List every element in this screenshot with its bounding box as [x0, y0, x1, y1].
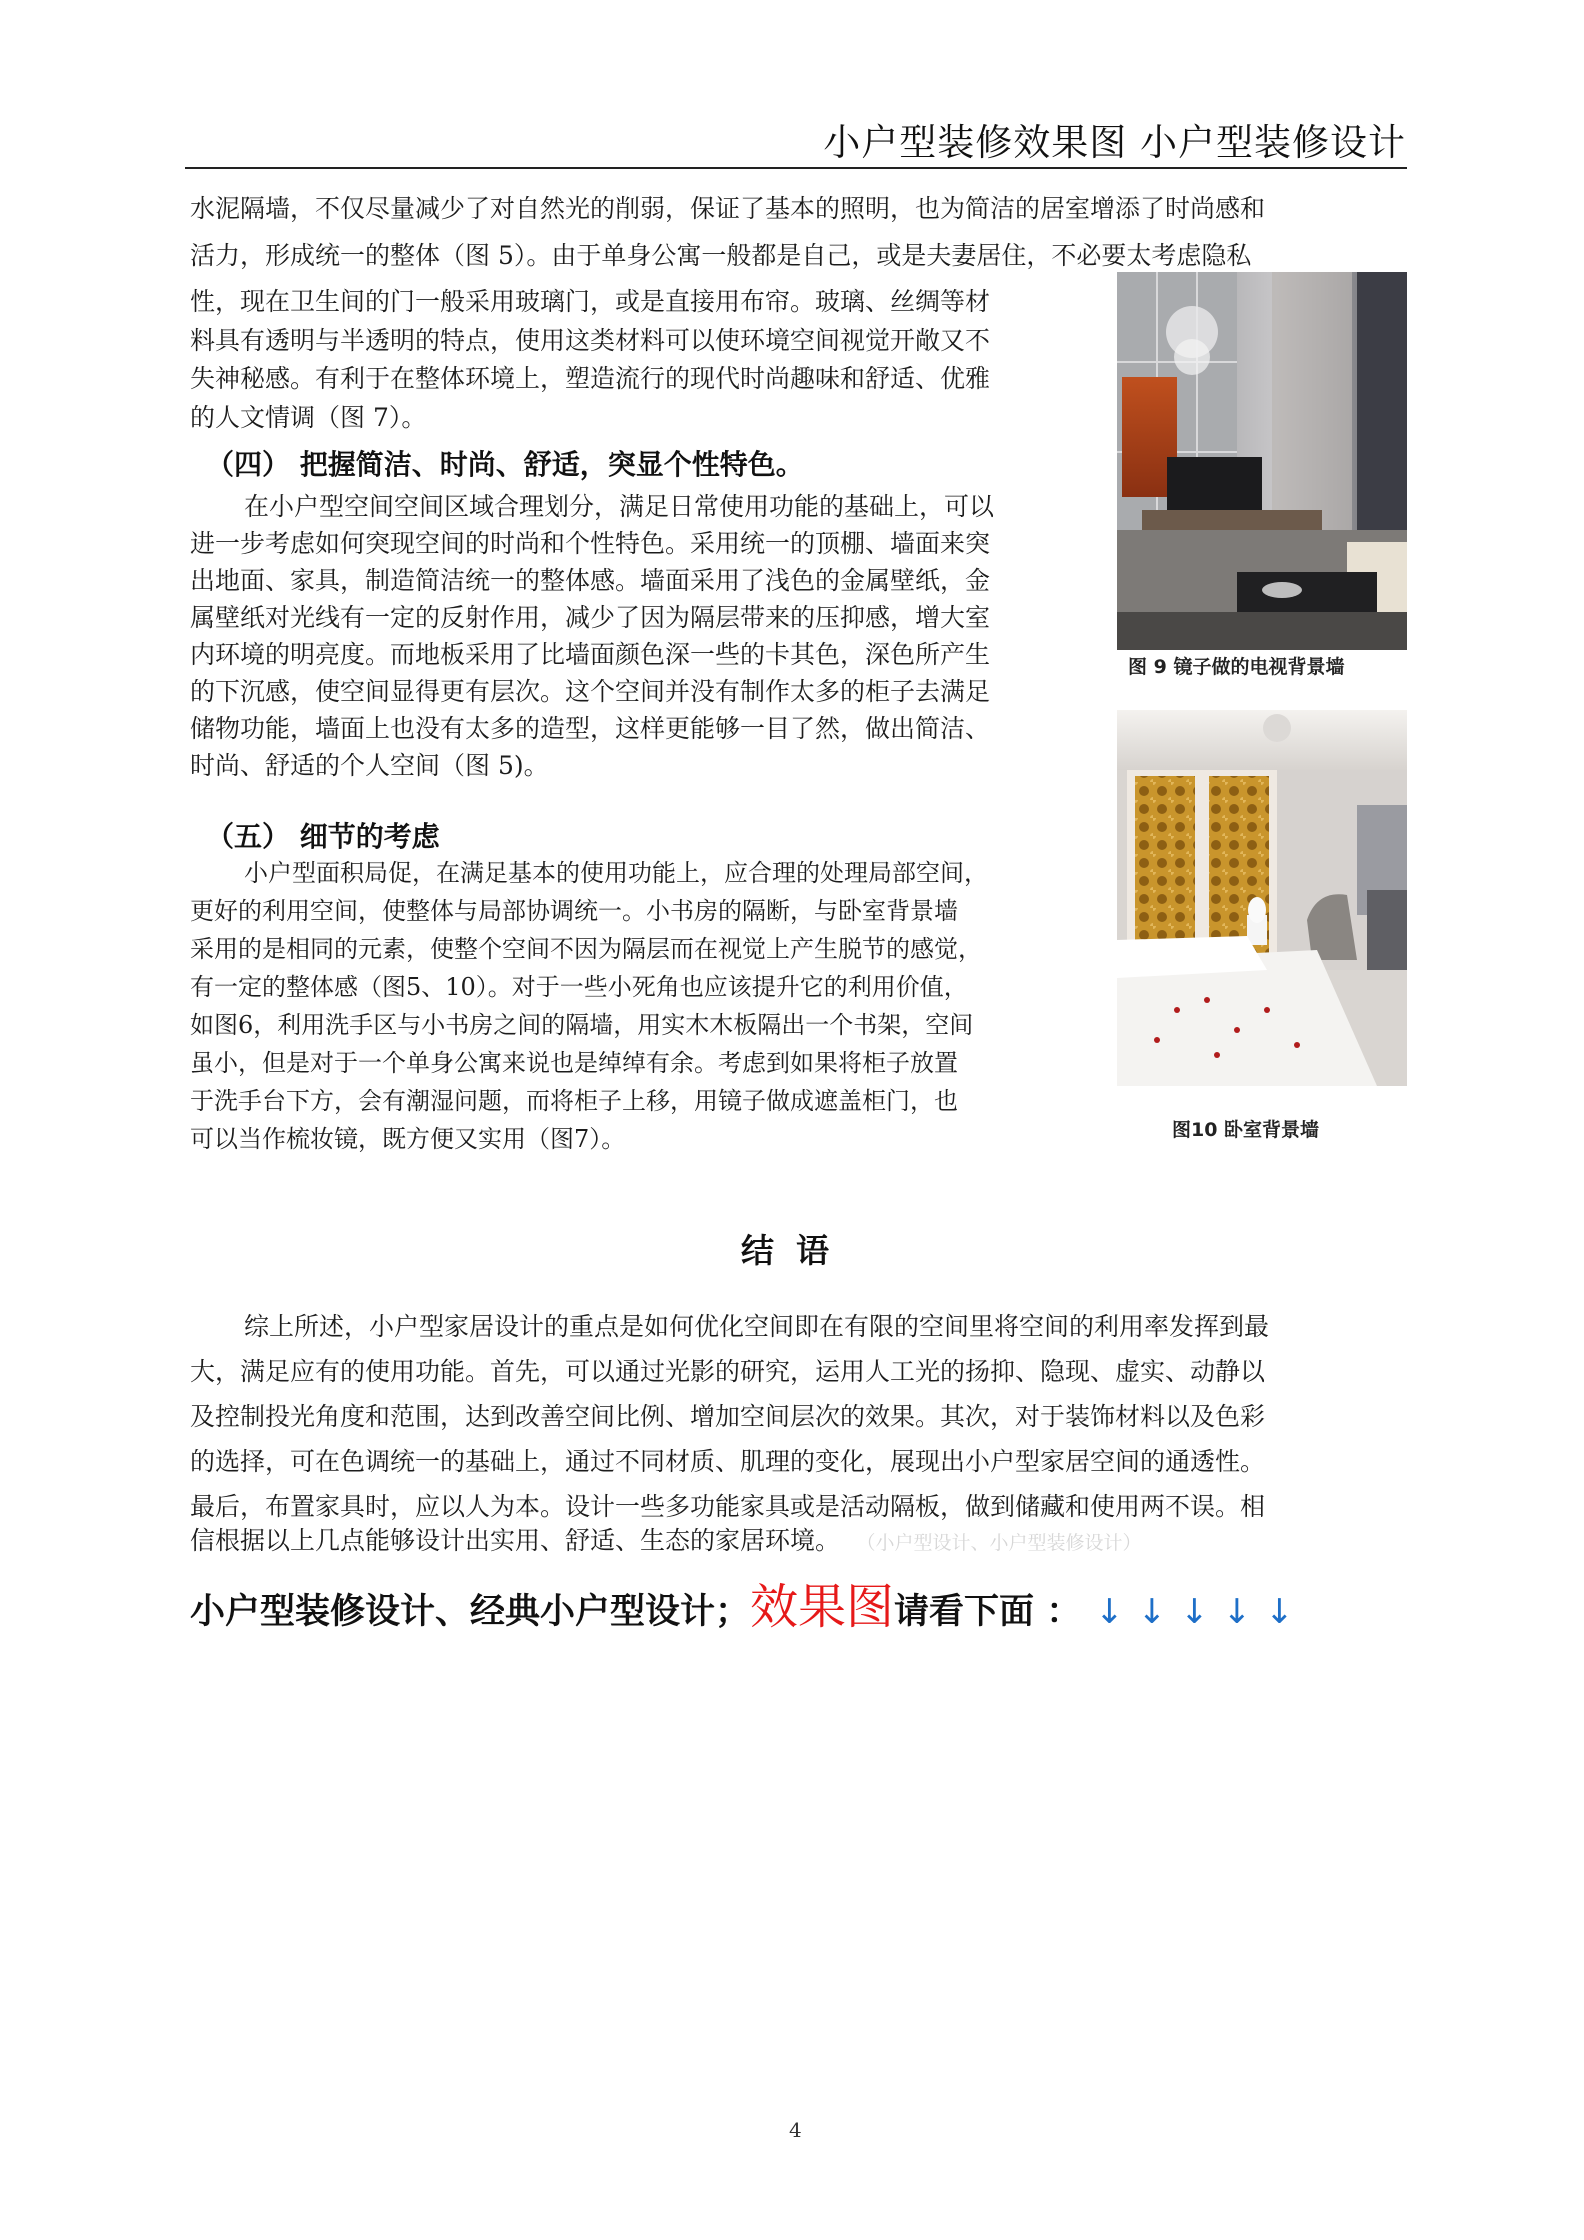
promo-text: 小户型装修设计、经典小户型设计；	[190, 1592, 751, 1632]
body-line: 进一步考虑如何突现空间的时尚和个性特色。采用统一的顶棚、墙面来突	[190, 529, 991, 558]
section-5-heading: （五） 细节的考虑	[206, 820, 440, 853]
down-arrow-icon: ↓	[1222, 1592, 1252, 1632]
down-arrow-icon: ↓	[1137, 1592, 1167, 1632]
body-line: 更好的利用空间，使整体与局部协调统一。小书房的隔断，与卧室背景墙	[190, 897, 958, 925]
conclusion-line: 大，满足应有的使用功能。首先，可以通过光影的研究，运用人工光的扬抑、隐现、虚实、动静以	[190, 1357, 1266, 1386]
body-line: 在小户型空间空间区域合理划分，满足日常使用功能的基础上，可以	[244, 492, 995, 521]
watermark-text: （小户型设计、小户型装修设计）	[866, 1532, 1142, 1554]
promo-highlight: 效果图	[750, 1579, 895, 1635]
conclusion-line: 综上所述，小户型家居设计的重点是如何优化空间即在有限的空间里将空间的利用率发挥到最	[244, 1312, 1270, 1341]
body-line: 料具有透明与半透明的特点，使用这类材料可以使环境空间视觉开敞又不	[190, 326, 991, 355]
figure-10-photo	[1117, 710, 1407, 1086]
down-arrow-icon: ↓	[1265, 1592, 1294, 1632]
conclusion-line: 信根据以上几点能够设计出实用、舒适、生态的家居环境。	[190, 1526, 841, 1555]
body-line: 时尚、舒适的个人空间（图 5)。	[190, 751, 549, 780]
body-line: 于洗手台下方，会有潮湿问题，而将柜子上移，用镜子做成遮盖柜门，也	[190, 1087, 958, 1115]
figure-10-caption: 图10 卧室背景墙	[1172, 1119, 1320, 1141]
conclusion-line: 的选择，可在色调统一的基础上，通过不同材质、肌理的变化，展现出小户型家居空间的通透性。	[190, 1447, 1266, 1476]
section-4-heading: （四） 把握简洁、时尚、舒适，突显个性特色。	[206, 448, 804, 481]
body-line: 虽小，但是对于一个单身公寓来说也是绰绰有余。考虑到如果将柜子放置	[190, 1049, 958, 1077]
intro-line: 水泥隔墙，不仅尽量减少了对自然光的削弱，保证了基本的照明，也为简洁的居室增添了时尚感和	[190, 194, 1266, 223]
body-line: 内环境的明亮度。而地板采用了比墙面颜色深一些的卡其色，深色所产生	[190, 640, 991, 669]
body-line: 有一定的整体感（图5、10）。对于一些小死角也应该提升它的利用价值，	[190, 973, 968, 1001]
conclusion-title: 结语	[741, 1231, 851, 1270]
promo-line	[190, 1568, 1294, 1637]
body-line: 的人文情调（图 7）。	[190, 403, 427, 432]
body-line: 小户型面积局促，在满足基本的使用功能上，应合理的处理局部空间，	[244, 859, 988, 887]
conclusion-line: 最后，布置家具时，应以人为本。设计一些多功能家具或是活动隔板，做到储藏和使用两不误。相	[190, 1492, 1266, 1521]
body-line: 失神秘感。有利于在整体环境上，塑造流行的现代时尚趣味和舒适、优雅	[190, 364, 991, 393]
body-line: 储物功能，墙面上也没有太多的造型，这样更能够一目了然，做出简洁、	[190, 714, 991, 743]
body-line: 出地面、家具，制造简洁统一的整体感。墙面采用了浅色的金属壁纸，金	[190, 566, 991, 595]
down-arrow-icon: ↓	[1095, 1592, 1124, 1632]
body-line: 性，现在卫生间的门一般采用玻璃门，或是直接用布帘。玻璃、丝绸等材	[190, 287, 991, 316]
figure-9-caption: 图 9 镜子做的电视背景墙	[1128, 656, 1345, 678]
conclusion-line: 及控制投光角度和范围，达到改善空间比例、增加空间层次的效果。其次，对于装饰材料以及色彩	[190, 1402, 1266, 1431]
body-line: 采用的是相同的元素，使整个空间不因为隔层而在视觉上产生脱节的感觉，	[190, 935, 982, 963]
header-rule	[185, 167, 1407, 169]
body-line: 可以当作梳妆镜，既方便又实用（图7）。	[190, 1125, 626, 1153]
down-arrow-icon: ↓	[1180, 1592, 1209, 1632]
conclusion-last-line	[190, 1522, 1142, 1562]
body-line: 的下沉感，使空间显得更有层次。这个空间并没有制作太多的柜子去满足	[190, 677, 991, 706]
figure-9-photo	[1117, 272, 1407, 650]
running-header-title: 小户型装修效果图 小户型装修设计	[823, 121, 1406, 164]
body-line: 属壁纸对光线有一定的反射作用，减少了因为隔层带来的压抑感，增大室	[190, 603, 991, 632]
promo-text-end: 请看下面 ：	[894, 1592, 1082, 1632]
body-line: 如图6，利用洗手区与小书房之间的隔墙，用实木木板隔出一个书架，空间	[190, 1011, 974, 1039]
intro-line: 活力，形成统一的整体（图 5）。由于单身公寓一般都是自己，或是夫妻居住，不必要太考虑隐私	[190, 241, 1252, 270]
page-number: 4	[789, 2118, 802, 2142]
